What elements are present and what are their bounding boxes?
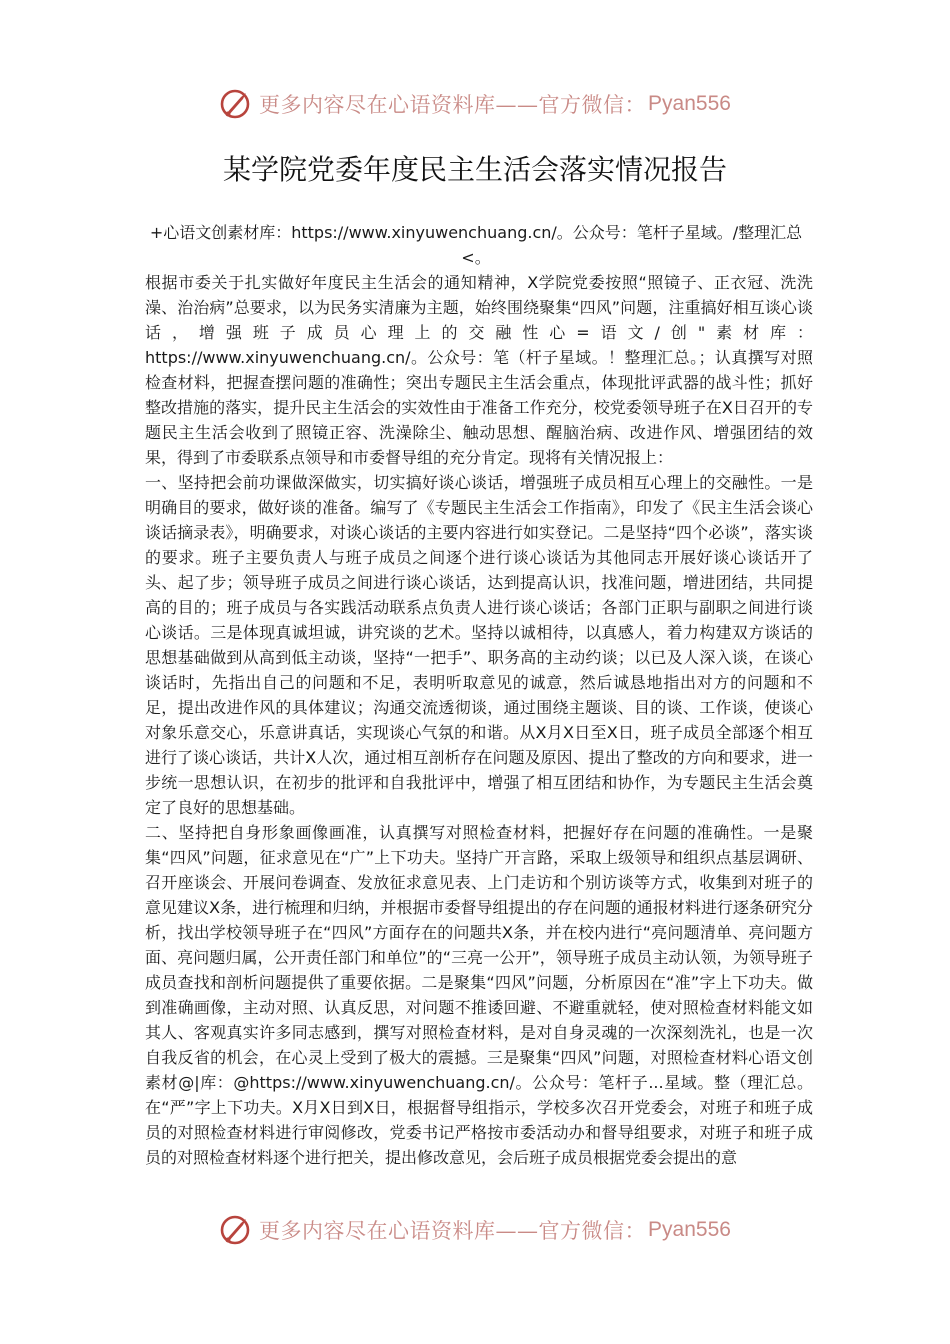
document-title: 某学院党委年度民主生活会落实情况报告	[222, 153, 727, 186]
paragraph-section-2: 二、坚持把自身形象画像画准，认真撰写对照检查材料，把握好存在问题的准确性。一是聚集“四风”问题，征求意见在“广”上下功夫。坚持广开言路，采取上级领导和组织点基层调研、召开座谈会、开展问卷调查、发放征求意见表、上门走访和个别访谈等方式，收集到对班子的意见建议X条，进行梳理和归纳，并根据市委督导组提出的存在问题的通报材料进行逐条研究分析，找出学校领导班子在“四风”方面存在的问题共X条，并在校内进行“亮问题清单、亮问题方面、亮问题归属，公开责任部门和单位”的“三亮一公开”，领导班子成员主动认领，为领导班子成员查找和剖析问题提供了重要依据。二是聚集“四风”问题，分析原因在“准”字上下功夫。做到准确画像，主动对照、认真反思，对问题不推诿回避、不避重就轻，使对照检查材料能文如其人、客观真实许多同志感到，撰写对照检查材料，是对自身灵魂的一次深刻洗礼，也是一次自我反省的机会，在心灵上受到了极大的震撼。三是聚集“四风”问题，对照检查材料心语文创素材@|库：@https://www.xinyuwenchuang.cn/。公众号：笔杆子...星域。整（理汇总。在“严”字上下功夫。X月X日到X日，根据督导组指示，学校多次召开党委会，对班子和班子成员的对照检查材料进行审阅修改，党委书记严格按市委活动办和督导组要求，对班子和班子成员的对照检查材料逐个进行把关，提出修改意见，会后班子成员根据党委会提出的意	[145, 823, 813, 1167]
brush-logo-icon	[219, 87, 253, 121]
banner-text: 更多内容尽在心语资料库——官方微信：	[259, 1219, 647, 1243]
banner-wechat-id: Pyan556	[648, 92, 731, 115]
source-note: +心语文创素材库：https://www.xinyuwenchuang.cn/。公众号：笔杆子星域。/整理汇总<。	[149, 223, 803, 267]
banner-wechat-id: Pyan556	[648, 1218, 731, 1241]
footer-watermark-banner	[0, 1208, 950, 1252]
banner-text: 更多内容尽在心语资料库——官方微信：	[259, 93, 647, 117]
header-watermark-banner	[0, 82, 950, 126]
paragraph-section-1: 一、坚持把会前功课做深做实，切实搞好谈心谈话，增强班子成员相互心理上的交融性。一是明确目的要求，做好谈的准备。编写了《专题民主生活会工作指南》，印发了《民主生活会谈心谈话摘录表》，明确要求，对谈心谈话的主要内容进行如实登记。二是坚持“四个必谈”，落实谈的要求。班子主要负责人与班子成员之间逐个进行谈心谈话为其他同志开展好谈心谈话开了头、起了步；领导班子成员之间进行谈心谈话，达到提高认识，找准问题，增进团结，共同提高的目的；班子成员与各实践活动联系点负责人进行谈心谈话；各部门正职与副职之间进行谈心谈话。三是体现真诚坦诚，讲究谈的艺术。坚持以诚相待，以真感人，着力构建双方谈话的思想基础做到从高到低主动谈，坚持“一把手”、职务高的主动约谈；以已及人深入谈，在谈心谈话时，先指出自己的问题和不足，表明听取意见的诚意，然后诚恳地指出对方的问题和不足，提出改进作风的具体建议；沟通交流透彻谈，通过围绕主题谈、目的谈、工作谈，使谈心对象乐意交心，乐意讲真话，实现谈心气氛的和谐。从X月X日至X日，班子成员全部逐个相互进行了谈心谈话，共计X人次，通过相互剖析存在问题及原因、提出了整改的方向和要求，进一步统一思想认识，在初步的批评和自我批评中，增强了相互团结和协作，为专题民主生活会奠定了良好的思想基础。	[145, 473, 813, 817]
document-body	[145, 270, 813, 1170]
paragraph-intro: 根据市委关于扎实做好年度民主生活会的通知精神，X学院党委按照“照镜子、正衣冠、洗洗澡、治治病”总要求，以为民务实清廉为主题，始终围绕聚集“四风”问题，注重搞好相互谈心谈话，增强班子成员心理上的交融性心=语文/创"素材库：https://www.xinyuwenchuang.cn/。公众号：笔（杆子星域。！整理汇总。；认真撰写对照检查材料，把握查摆问题的准确性；突出专题民主生活会重点，体现批评武器的战斗性；抓好整改措施的落实，提升民主生活会的实效性由于准备工作充分，校党委领导班子在X日召开的专题民主生活会收到了照镜正容、洗澡除尘、触动思想、醒脑治病、改进作风、增强团结的效果，得到了市委联系点领导和市委督导组的充分肯定。现将有关情况报上：	[145, 273, 813, 467]
brush-logo-icon	[219, 1213, 253, 1247]
